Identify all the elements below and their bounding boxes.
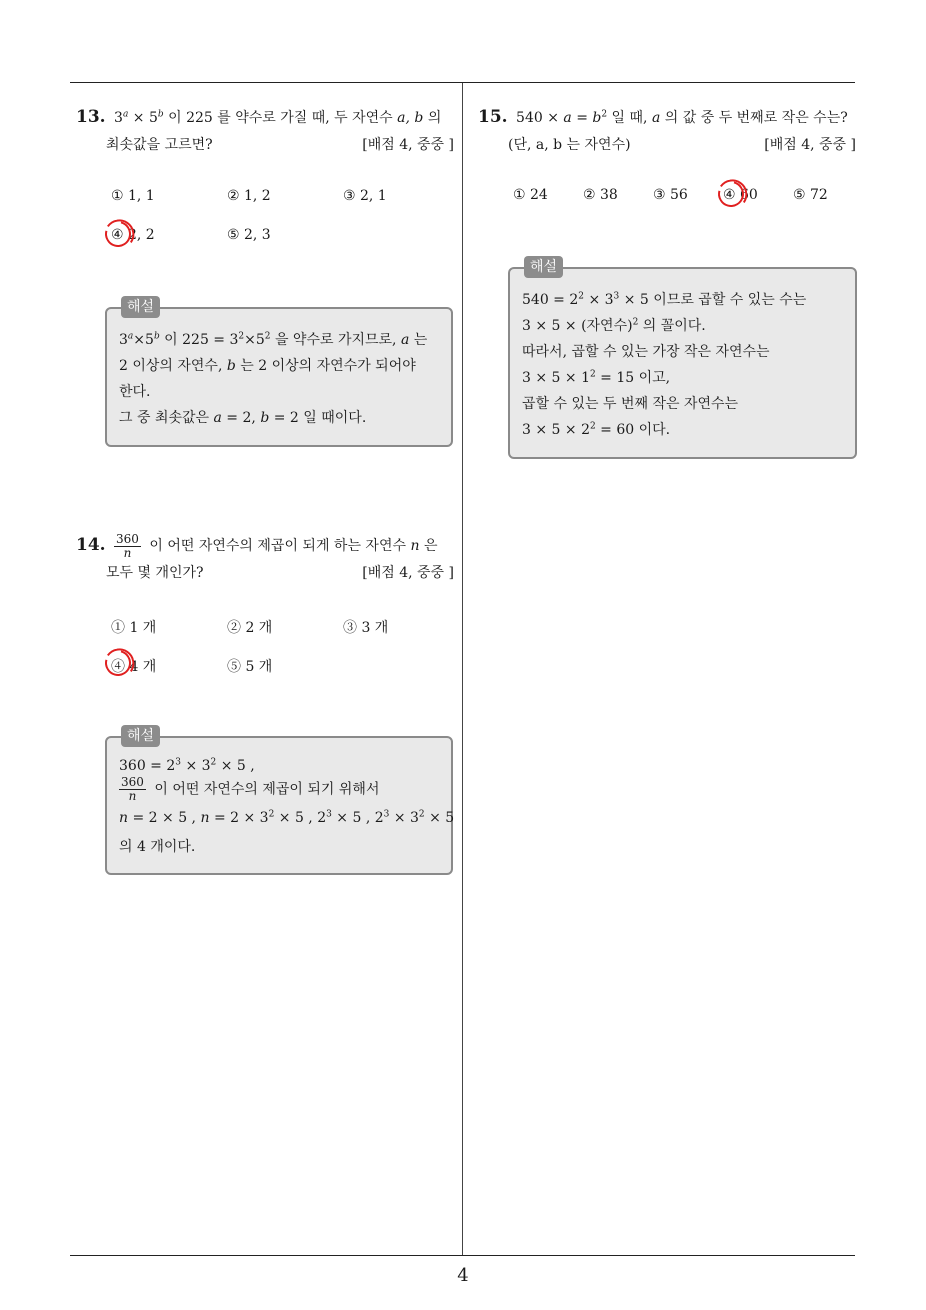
question-number: 15. [478,107,508,127]
q15-explanation-line5: 곱할 수 있는 두 번째 작은 자연수는 [522,396,739,412]
fraction-denominator: n [123,545,132,560]
q15-option-5[interactable]: ⑤ 72 [793,187,828,203]
q13-option-4[interactable]: ④ 2, 2 [111,227,155,243]
q14-option-3[interactable]: ③ 3 개 [343,620,389,636]
q15-exp-text6: 이다. [638,422,671,438]
q15-explanation-line2: 3 × 5 × (자연수)$^2$ 의 꼴이다. [522,317,706,334]
q13-exp-text4a: 그 중 최솟값은 [119,410,210,426]
question-13-vars: a, b [397,110,424,126]
q14-explanation-line3: n = 2 × 5 , $n = 2 \times 3^2 \times 5$ , $2^3 \times 5$ , $2^3 \times 3^2 \times 5$ [119,809,455,826]
q14-explanation-line1: $360 = 2^3 \times 3^2 \times 5$ , [119,757,255,774]
explanation-tag: 해설 [121,725,160,747]
q13-option-3[interactable]: ③ 2, 1 [343,188,387,204]
q15-explanation-line1: $540 = 2^2 \times 3^3 \times 5$ 이므로 곱할 수 있는 수는 [522,291,807,308]
q13-exp-text4b: 일 때이다. [303,410,367,426]
question-13-expr: $3^a \times 5^b$ [114,109,164,126]
question-13 [76,104,454,159]
q14-explanation-line4: 의 4 개이다. [119,839,196,855]
q14-option-1[interactable]: ① 1 개 [111,620,157,636]
question-14-meta: [배점 4, 중중 ] [362,565,454,581]
q13-exp-text2b: 는 2 이상의 자연수가 되어야 [240,358,416,374]
q15-exp-text1: 이므로 곱할 수 있는 수는 [653,292,807,308]
question-15-meta: [배점 4, 중중 ] [764,137,856,153]
q15-exp-text4: 이고, [638,370,671,386]
q13-explanation-line2: 2 이상의 자연수, b 는 2 이상의 자연수가 되어야 [119,358,416,374]
q14-option-5[interactable]: ⑤ 5 개 [227,659,273,675]
question-number: 13. [76,107,106,127]
question-number: 14. [76,535,106,555]
q13-exp-text1: 을 약수로 가지므로, [274,332,397,348]
question-15 [478,104,856,159]
q15-option-1[interactable]: ① 24 [513,187,548,203]
question-13-end: 의 [427,110,442,126]
q13-explanation-line1: $3^a\times 5^b$ 이 $225 = 3^2\times 5^2$ 을 약수로 가지므로, a 는 [119,331,428,348]
question-13-line1 [76,104,454,132]
q13-exp-text1-end: 는 [413,332,428,348]
q13-exp-text2a: 2 이상의 자연수, [119,358,223,374]
question-15-line2-text: (단, a, b 는 자연수) [508,137,631,153]
question-15-mid: 일 때, [611,110,648,126]
explanation-fraction: $\frac{360}{n}$ [121,775,144,803]
q15-explanation-line6: $3 \times 5 \times 2^2 = 60$ 이다. [522,421,671,438]
explanation-tag: 해설 [524,256,563,278]
bottom-rule [70,1255,855,1256]
q15-exp-text2: 의 꼴이다. [642,318,706,334]
fraction-numerator: 360 [116,531,139,546]
answer-circle-mark [100,216,136,252]
question-15-expr: $540 \times a = b^2$ [516,109,608,126]
question-15-var: a [651,110,661,126]
question-13-line2-text: 최솟값을 고르면? [106,137,213,153]
q13-explanation-box [105,299,453,447]
question-14 [76,532,454,587]
question-14-end: 은 [423,538,438,554]
q14-option-4[interactable]: ④ 4 개 [111,659,157,675]
q13-option-1[interactable]: ① 1, 1 [111,188,155,204]
q13-option-2[interactable]: ② 1, 2 [227,188,271,204]
q14-explanation-line2 [119,776,379,803]
q15-explanation-box [508,259,857,459]
q13-explanation-line4: 그 중 최솟값은 a = 2, b = 2 일 때이다. [119,410,367,426]
question-14-text: 이 어떤 자연수의 제곱이 되게 하는 자연수 [149,538,406,554]
question-14-line1 [76,532,454,560]
q15-option-2[interactable]: ② 38 [583,187,618,203]
question-14-fraction [114,533,141,560]
question-15-line1 [478,104,856,132]
page-number: 4 [457,1265,469,1286]
q14-explanation-box [105,728,455,875]
q15-explanation-line3: 따라서, 곱할 수 있는 가장 작은 자연수는 [522,344,770,360]
question-15-text: 의 값 중 두 번째로 작은 수는? [664,110,848,126]
question-13-text: 이 225 를 약수로 가질 때, 두 자연수 [168,110,393,126]
q14-option-2[interactable]: ② 2 개 [227,620,273,636]
question-14-var: n [410,538,420,554]
q15-explanation-line4: $3 \times 5 \times 1^2 = 15$ 이고, [522,369,671,386]
question-14-line2 [76,560,454,587]
column-divider [462,83,463,1255]
question-15-line2 [478,132,856,159]
q13-explanation-line3: 한다. [119,384,151,400]
question-13-meta: [배점 4, 중중 ] [362,137,454,153]
q14-exp-text2: 이 어떤 자연수의 제곱이 되기 위해서 [154,781,380,798]
question-14-line2-text: 모두 몇 개인가? [106,565,204,581]
q15-option-3[interactable]: ③ 56 [653,187,688,203]
q15-option-4[interactable]: ④ 60 [723,187,758,203]
question-13-line2 [76,132,454,159]
q13-option-5[interactable]: ⑤ 2, 3 [227,227,271,243]
answer-circle-mark [713,176,749,212]
explanation-tag: 해설 [121,296,160,318]
